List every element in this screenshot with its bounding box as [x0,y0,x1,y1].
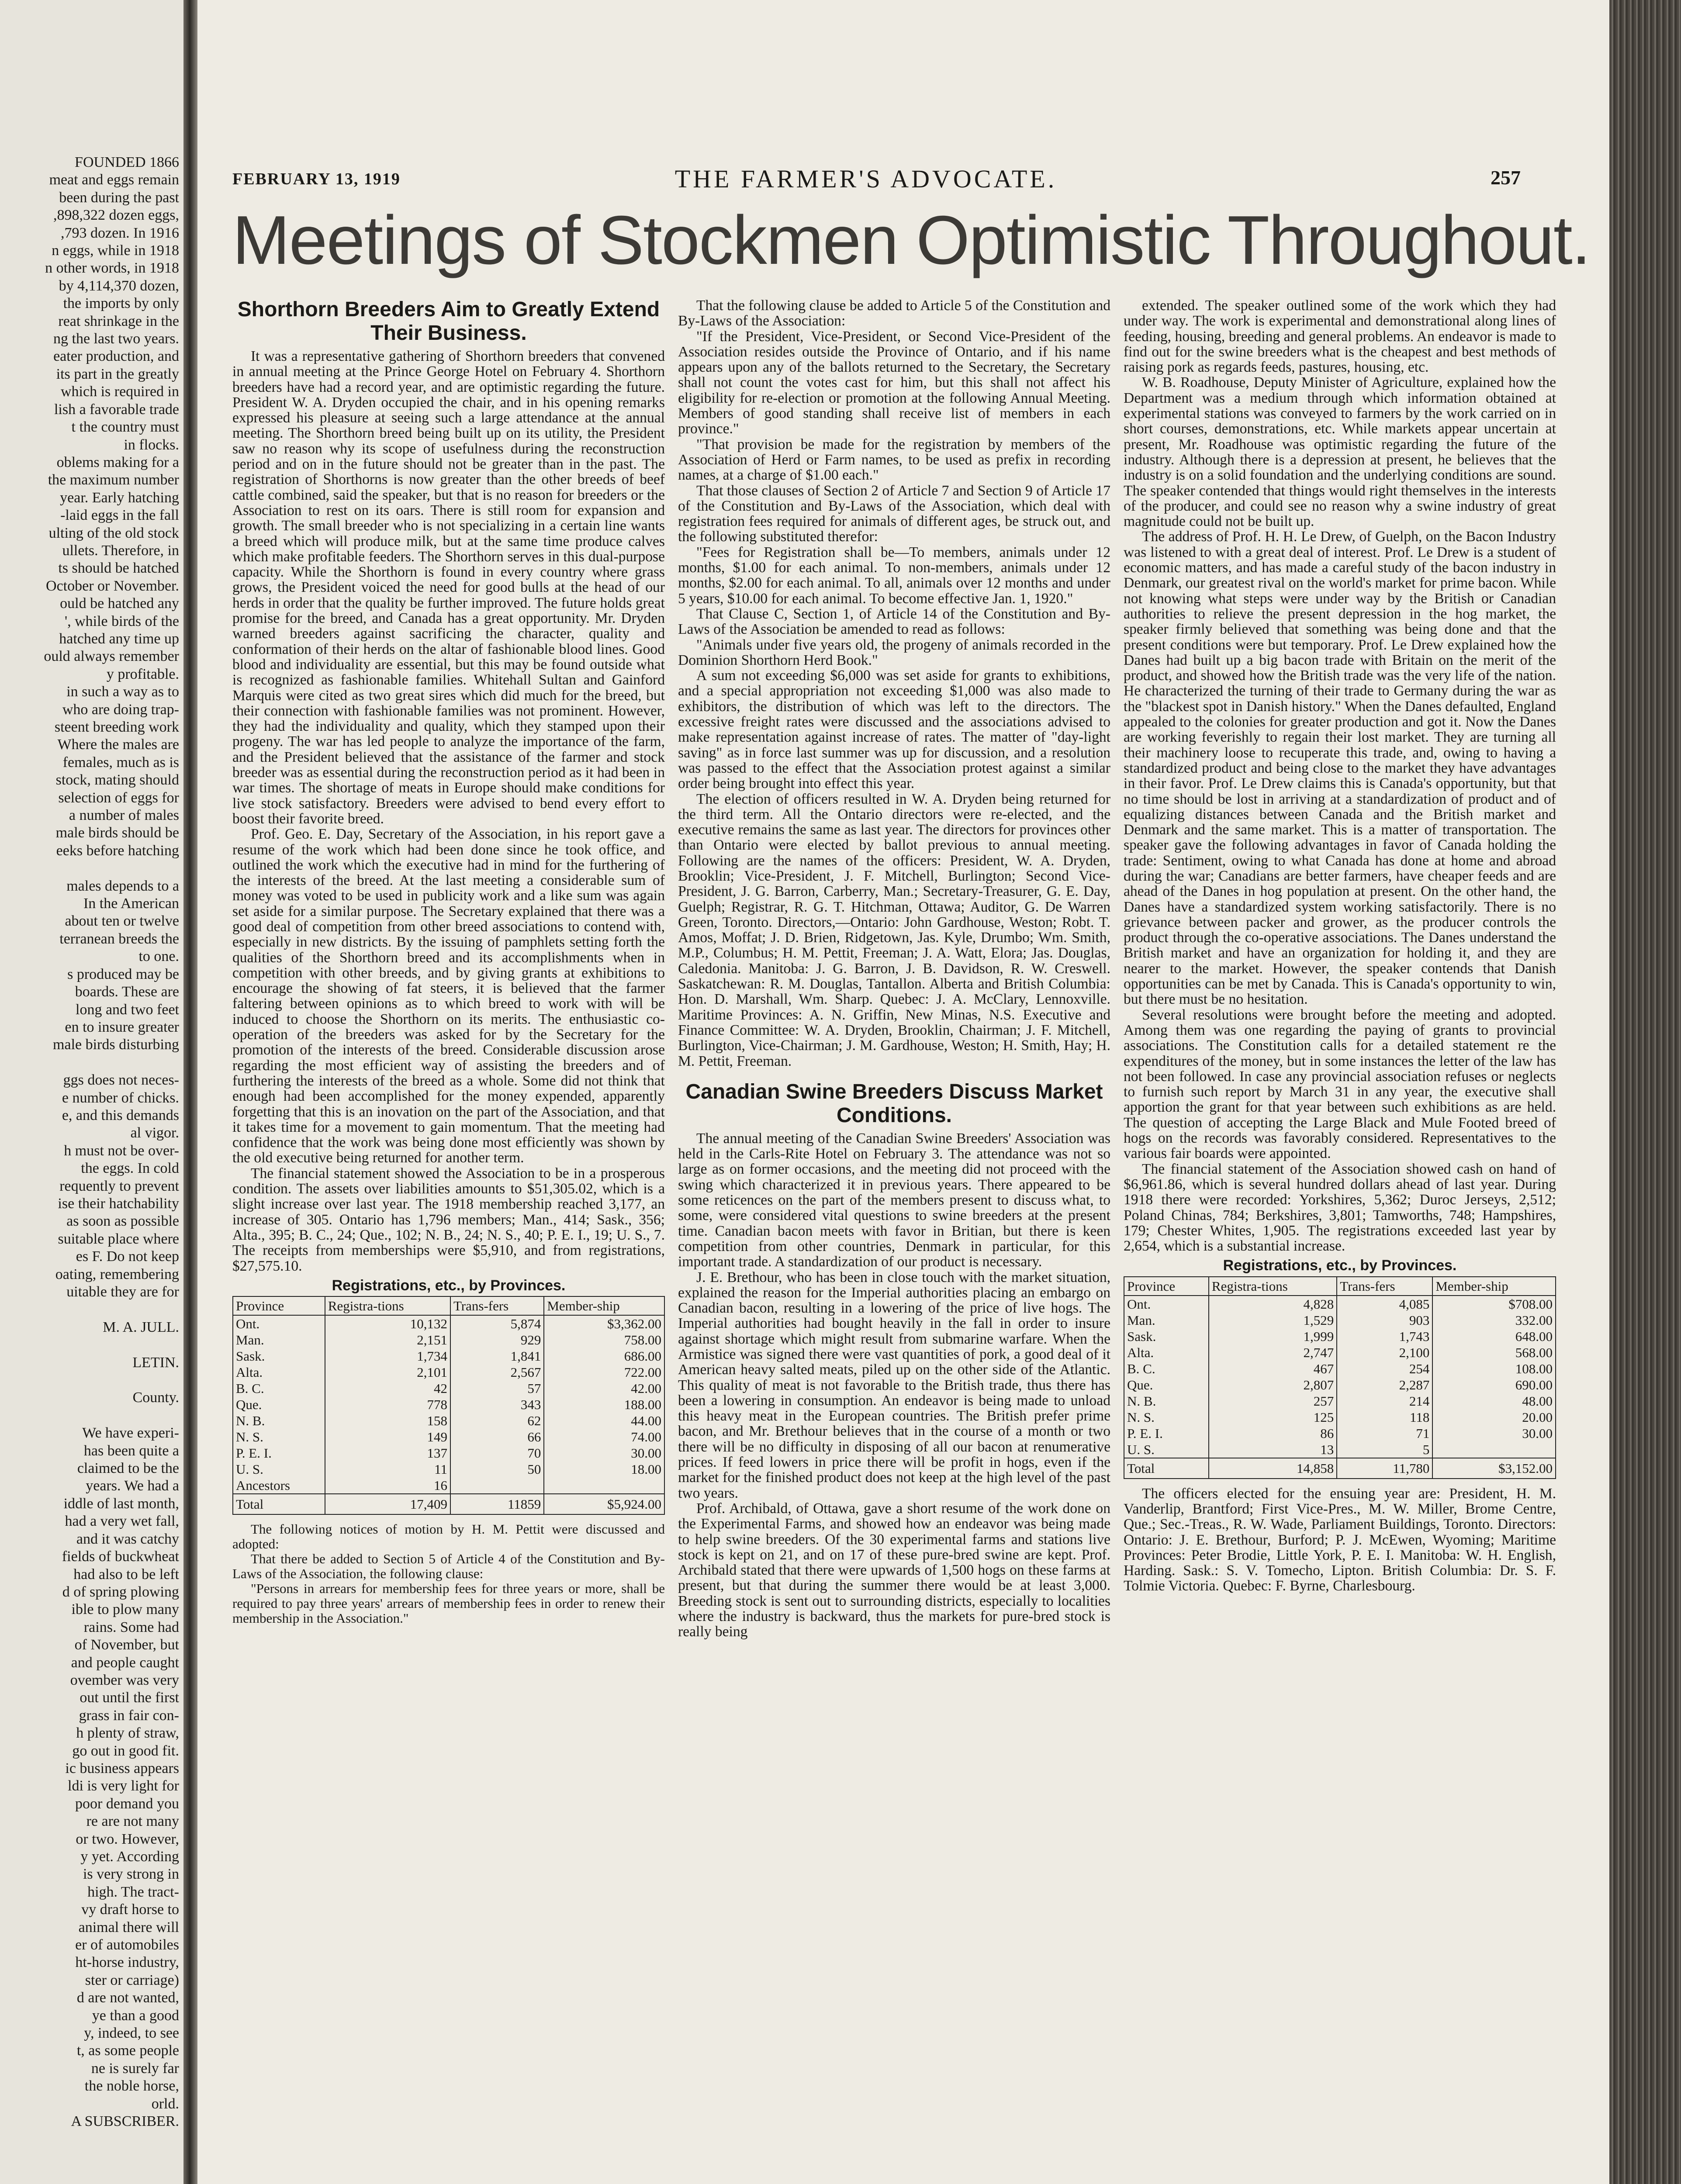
fragment-line [0,1336,179,1354]
fragment-line: n eggs, while in 1918 [52,242,179,259]
fragment-line: claimed to be the [77,1460,179,1477]
table-row [1124,1312,1556,1328]
table-cell: 66 [450,1429,544,1445]
table-cell: N. S. [1124,1409,1209,1425]
table-cell: Sask. [233,1348,325,1364]
table-total-row [1124,1458,1556,1479]
table-cell: Total [233,1494,325,1514]
paragraph: The following notices of motion by H. M. Pettit were discussed and adopted: [232,1521,665,1552]
column-header: Province [1124,1277,1209,1296]
fragment-line: about ten or twelve [65,913,179,930]
paragraph: The officers elected for the ensuing year are: President, H. M. Vanderlip, Brantford; First Vice-Pres., M. W. Miller, Brome Centre, Que.; Sec.-Treas., R. W. Wade, Parliament Buildings, Toronto. Directors: Ontario: J. E. Brethour, Burford; P. J. McEwen, Wyoming; Maritime Provinces: Peter Brodie, Little York, P. E. I. Manitoba: W. H. English, Harding. Sask.: S. V. Tomecho, Lipton. British Columbia: Dr. S. F. Tolmie Victoria. Quebec: F. Byrne, Charlesbourg. [1124,1485,1556,1594]
fragment-line [0,1301,179,1318]
table-cell: 648.00 [1432,1328,1556,1344]
fragment-line: ould be hatched any [60,595,179,612]
fragment-line: or two. However, [76,1831,179,1847]
swine-table-caption: Registrations, etc., by Provinces. [1223,1257,1457,1274]
fragment-line: eater production, and [53,348,179,365]
fragment-line: y yet. According [80,1849,179,1865]
paragraph: The address of Prof. H. H. Le Drew, of Guelph, on the Bacon Industry was listened to with a great deal of interest. Prof. Le Drew is a student of economic matters, and has made a careful study of the bacon industry in Denmark, our greatest rival on the world's market for prime bacon. While not knowing what steps were under way by the British or Canadian authorities to relieve the present depression in the hog market, the speaker firmly believed that something was being done and that the present conditions were but temporary. Prof. Le Drew explained how the Danes had built up a big bacon trade with Britain on the merit of the product, and showed how the British trade was the very life of the nation. He characterized the turning of their trade to Germany during the war as the "blackest spot in Danish history." When the Danes defaulted, England appealed to the colonies for greater production and got it. Now the Danes are working feverishly to regain their lost market. They are turning all their machinery loose to recuperate this trade, and, owing to having a standardized product and being close to the market they have advantages in their favor. Prof. Le Drew claims this is Canada's opportunity, but that no time should be lost in arriving at a standardization of product and of equalizing distances between Canada and the British market and Denmark and the same market. This is a matter of transportation. The speaker gave the following advantages in favor of Canada holding the trade: Sentiment, owing to what Canada has done at home and abroad during the war; Canadians are better farmers, have cheaper feeds and are ahead of the Danes in hog population at present. On the other hand, the Danes have a standardized system working satisfactorily. There is no grievance between packer and grower, as the producer controls the product through the co-operative associations. The Danes understand the British market and have an organization for holding it, and they are nearer to the market. However, the speaker contends that Danish opportunities can be met by Canada. This is Canada's opportunity to win, but there must be no hesitation. [1124,529,1556,1008]
fragment-line: iddle of last month, [63,1495,179,1512]
fragment-line: male birds should be [55,825,179,841]
fragment-line: males depends to a [66,878,179,894]
table-cell: 343 [450,1396,544,1413]
fragment-line: eeks before hatching [56,842,179,859]
fragment-line: orld. [151,2095,179,2112]
swine-officers [1124,1486,1556,1594]
paragraph: The election of officers resulted in W. A. Dryden being returned for the third term. All the Ontario directors were re-elected, and the executive remains the same as last year. The directors for provinces other than Ontario were elected by ballot previous to annual meeting. Following are the names of the officers: President, W. A. Dryden, Brooklin; Vice-President, J. F. Mitchell, Burlington; Second Vice-President, J. G. Barron, Carberry, Man.; Secretary-Treasurer, G. E. Day, Guelph; Registrar, R. G. T. Hitchman, Ottawa; Auditor, G. De Warren Green, Toronto. Directors,—Ontario: John Gardhouse, Weston; Robt. T. Amos, Moffat; J. D. Brien, Ridgetown, Jas. Kyle, Drumbo; Wm. Smith, M.P., Columbus; H. M. Pettit, Freeman; J. A. Watt, Elora; Jas. Douglas, Caledonia. Manitoba: J. G. Barron, J. B. Davidson, R. W. Creswell. Saskatchewan: R. M. Douglas, Tantallon. Alberta and British Columbia: Hon. D. Marshall, Wm. Sharp. Quebec: J. A. McClary, Lennoxville. Maritime Provinces: A. N. Griffin, New Minas, N.S. Executive and Finance Committee: W. A. Dryden, Brooklin, Chairman; J. F. Mitchell, Burlington, Vice-Chairman; J. M. Gardhouse, Weston; H. Smith, Hay; H. M. Pettit, Freeman. [678,791,1110,1069]
paragraph: "If the President, Vice-President, or Second Vice-President of the Association resides outside the Province of Ontario, and if his name appears upon any of the ballots returned to the Secretary, the Secretary shall not count the votes cast for him, but this shall not affect his eligibility for re-election or promotion at the following Annual Meeting. Members of good standing shall receive list of members in each province." [678,328,1110,437]
fragment-line: uitable they are for [66,1284,179,1300]
fragment-line [0,1407,179,1424]
fragment-line: reat shrinkage in the [58,313,179,329]
paragraph: Prof. Archibald, of Ottawa, gave a short resume of the work done on the Experimental Farms, and showed how an endeavor was being made to help swine breeders. Of the 30 experimental farms and stations live stock is kept on 21, and on 17 of these pure-bred swine are kept. Prof. Archibald stated that there were upwards of 1,500 hogs on these farms at present, but that during the summer there would be at least 3,000. Breeding stock is sent out to surrounding districts, especially to localities where the industry is backward, thus the markets for pure-bred stock is really being [678,1500,1110,1640]
fragment-line: the imports by only [63,295,179,312]
fragment-line: es F. Do not keep [76,1248,179,1265]
table-cell: 11859 [450,1494,544,1514]
fragment-line: County. [132,1389,179,1406]
fragment-line: lish a favorable trade [54,401,179,418]
fragment-line: animal there will [78,1919,179,1935]
paragraph: extended. The speaker outlined some of the work which they had under way. The work is experimental and demonstrational along lines of feeding, housing, breeding and general problems. An endeavor is made to find out for the swine breeders what is the cheapest and best methods of raising pork as regards feeds, pastures, housing, etc. [1124,297,1556,376]
table-cell: U. S. [1124,1441,1209,1458]
fragment-line: a number of males [69,807,179,824]
table-row [233,1477,664,1494]
table-cell [1432,1441,1556,1458]
table-cell: 42 [325,1380,450,1396]
table-cell: 62 [450,1413,544,1429]
notices-of-motion [232,1522,665,1626]
table-cell: 2,101 [325,1364,450,1380]
table-row [1124,1441,1556,1458]
table-row [233,1396,664,1413]
fragment-line: high. The tract- [87,1883,179,1900]
main-headline: Meetings of Stockmen Optimistic Throughout. [232,202,1590,279]
table-cell: 149 [325,1429,450,1445]
fragment-line: grass in fair con- [79,1707,179,1724]
table-cell [450,1477,544,1494]
table-row [1124,1296,1556,1312]
table-cell: 2,567 [450,1364,544,1380]
column-1 [232,298,665,1626]
table-cell: 158 [325,1413,450,1429]
table-cell: 137 [325,1445,450,1461]
table-cell: P. E. I. [1124,1425,1209,1441]
fragment-line: who are doing trap- [62,701,179,718]
fragment-line: male birds disturbing [53,1037,179,1053]
table-cell: 11,780 [1337,1458,1432,1479]
paragraph: The financial statement showed the Association to be in a prosperous condition. The assets over liabilities amounts to $51,305.02, which is a slight increase over last year. The 1918 membership reached 3,177, an increase of 305. Ontario has 1,796 members; Man., 414; Sask., 356; Alta., 395; B. C., 24; Que., 102; N. B., 24; N. S., 40; P. E. I., 19; U. S., 7. The receipts from memberships were $5,910, and from registrations, $27,575.10. [232,1165,665,1274]
table-cell: 18.00 [544,1461,664,1477]
table-cell: $5,924.00 [544,1494,664,1514]
fragment-line: in such a way as to [66,684,179,700]
table-cell: 188.00 [544,1396,664,1413]
table-cell: N. B. [1124,1393,1209,1409]
fragment-line: al vigor. [130,1125,179,1141]
fragment-line: which is required in [61,384,179,400]
issue-date: FEBRUARY 13, 1919 [232,170,401,188]
table-cell: $3,152.00 [1432,1458,1556,1479]
fragment-line: to one. [138,948,179,965]
table-row [1124,1361,1556,1377]
table-cell: 568.00 [1432,1344,1556,1361]
fragment-line: FOUNDED 1866 [75,154,179,170]
paragraph: "Animals under five years old, the progeny of animals recorded in the Dominion Shorthorn Herd Book." [678,636,1110,668]
fragment-line: October or November. [46,577,179,594]
table-row [1124,1377,1556,1393]
fragment-line: e number of chicks. [62,1089,179,1106]
page-number: 257 [1491,166,1521,189]
paragraph: A sum not exceeding $6,000 was set aside for grants to exhibitions, and a special appropriation not exceeding $1,000 was also made to exhibitors, the distribution of which was left to the directors. The excessive freight rates were discussed and the associations advised to make representation against increase of rates. The matter of "day-light saving" as in force last summer was up for discussion, and a resolution was passed to the effect that the Association protest against a similar order being brought into effect this year. [678,667,1110,792]
fragment-line: requently to prevent [59,1178,179,1194]
table-cell [544,1477,664,1494]
table-row [233,1461,664,1477]
swine-article-body [678,1131,1110,1640]
fragment-line: M. A. JULL. [103,1319,179,1335]
table-cell: N. B. [233,1413,325,1429]
fragment-line: y, indeed, to see [84,2025,179,2042]
fragment-line: -laid eggs in the fall [60,507,179,524]
left-page-fragment [0,0,183,2184]
table-cell: 30.00 [1432,1425,1556,1441]
table-cell: 2,100 [1337,1344,1432,1361]
table-cell: 467 [1209,1361,1337,1377]
fragment-line: been during the past [59,189,179,206]
table-cell: 13 [1209,1441,1337,1458]
table-cell: 1,743 [1337,1328,1432,1344]
table-cell: 722.00 [544,1364,664,1380]
column-2 [678,298,1110,1640]
table-row [233,1413,664,1429]
newspaper-page [197,0,1609,2184]
table-cell: 118 [1337,1409,1432,1425]
table-cell: Man. [1124,1312,1209,1328]
table-cell: 74.00 [544,1429,664,1445]
fragment-line: Where the males are [57,736,179,753]
table-cell: 758.00 [544,1332,664,1348]
table-cell: Que. [233,1396,325,1413]
paragraph: The annual meeting of the Canadian Swine Breeders' Association was held in the Carls-Rite Hotel on February 3. The attendance was not so large as on former occasions, and the meeting did not proceed with the swing which characterized it in previous years. There appeared to be some reticences on the part of the members present to discuss what, to some, were considered vital questions to swine breeders at the present time. Canadian bacon meets with favor in Britian, but there is keen competition from other countries, Denmark in particular, for this important trade. A standardization of our product is necessary. [678,1130,1110,1270]
paragraph: It was a representative gathering of Shorthorn breeders that convened in annual meeting at the Prince George Hotel on February 4. Shorthorn breeders have had a record year, and are optimistic regarding the future. President W. A. Dryden occupied the chair, and in his opening remarks expressed his pleasure at seeing such a large attendance at the annual meeting. The Shorthorn breed being built up on its utility, the President saw no reason why its scope of usefulness during the reconstruction period and on in the future should not be greater than in the past. The registration of Shorthorns is now greater than the other breeds of beef cattle combined, said the speaker, but that is no reason for breeders or the Association to rest on its oars. There is still room for expansion and growth. The small breeder who is not specializing in a certain line wants a breed which will produce milk, but at the same time produce calves which make profitable feeders. The Shorthorn serves in this dual-purpose capacity. While the Shorthorn is found in every country where grass grows, the President voiced the need for good bulls at the head of our herds in order that the quality be further improved. The future holds great promise for the breed, and Canada has a great opportunity. Mr. Dryden warned breeders against sacrificing the character, quality and conformation of their herds on the altar of fashionable blood lines. Good blood and individuality are essential, but this may be found outside what is recognized as fashionable families. Whitehall Sultan and Gainford Marquis were cited as two great sires which did much for the breed, but their connection with fashionable families was not prominent. However, they had the individuality and quality, which they stamped upon their progeny. The war has led people to analyze the importance of the farm, and the President believed that the assistance of the farmer and stock breeder was as essential during the reconstruction period as it had been in war times. The shortage of meats in Europe should make conditions for live stock satisfactory. Breeders were advised to bend every effort to boost their favorite breed. [232,348,665,827]
fragment-line: t the country must [71,419,179,435]
paragraph: The financial statement of the Association showed cash on hand of $6,961.86, which is several hundred dollars ahead of last year. During 1918 there were recorded: Yorkshires, 5,362; Duroc Jerseys, 2,512; Poland Chinas, 784; Berkshires, 3,801; Tamworths, 748; Hampshires, 179; Chester Whites, 1,905. The registrations exceeded last year by 2,654, which is a substantial increase. [1124,1161,1556,1254]
fragment-line: rains. Some had [83,1619,179,1635]
fragment-line: ldi is very light for [68,1778,179,1794]
table-cell: 11 [325,1461,450,1477]
table-cell: $708.00 [1432,1296,1556,1312]
fragment-line: females, much as is [62,754,179,771]
fragment-line: re are not many [86,1813,179,1830]
column-3 [1124,298,1556,1594]
fragment-line: its part in the greatly [56,366,179,382]
shorthorn-table-caption: Registrations, etc., by Provinces. [332,1277,566,1294]
paragraph: "Fees for Registration shall be—To members, animals under 12 months, $1.00 for each animal. To non-members, animals under 12 months, $2.00 for each animal. To all, animals over 12 months and under 5 years, $10.00 for each animal. To become effective Jan. 1, 1920." [678,544,1110,607]
fragment-line: ye than a good [92,2007,179,2024]
fragment-line: s produced may be [67,966,179,982]
table-row [233,1380,664,1396]
fragment-line: boards. These are [75,984,179,1000]
fragment-line: the eggs. In cold [81,1160,179,1177]
table-cell: B. C. [233,1380,325,1396]
table-cell: P. E. I. [233,1445,325,1461]
paragraph: That the following clause be added to Article 5 of the Constitution and By-Laws of the Association: [678,297,1110,329]
table-row [1124,1409,1556,1425]
fragment-line: h plenty of straw, [76,1725,179,1742]
column-header: Trans-fers [450,1296,544,1315]
swine-article-continued [1124,298,1556,1254]
fragment-line: years. We had a [86,1478,179,1494]
paragraph: That there be added to Section 5 of Article 4 of the Constitution and By-Laws of the Association, the following clause: [232,1551,665,1582]
fragment-line: has been quite a [83,1442,179,1459]
paragraph: "Persons in arrears for membership fees for three years or more, shall be required to pay three years' arrears of membership fees in order to renew their membership in the Association." [232,1581,665,1626]
table-row [1124,1328,1556,1344]
table-row [233,1332,664,1348]
table-cell: Sask. [1124,1328,1209,1344]
fragment-line: and people caught [71,1654,179,1671]
column-header: Registra-tions [1209,1277,1337,1296]
fragment-line: e, and this demands [62,1107,179,1123]
paragraph: "That provision be made for the registration by members of the Association of Herd or Farm names, to be used as prefix in recording names, at a charge of $1.00 each." [678,436,1110,484]
fragment-line [0,1372,179,1389]
table-cell: 17,409 [325,1494,450,1514]
paragraph: That Clause C, Section 1, of Article 14 of the Constitution and By-Laws of the Association be amended to read as follows: [678,605,1110,638]
swine-registrations-table [1124,1276,1556,1479]
table-cell: 929 [450,1332,544,1348]
fragment-line: and it was catchy [76,1531,179,1547]
table-cell: 1,841 [450,1348,544,1364]
book-gutter [183,0,197,2184]
fragment-line: terranean breeds the [59,930,179,947]
table-cell: 254 [1337,1361,1432,1377]
fragment-line: stock, mating should [55,772,179,788]
paragraph: Several resolutions were brought before the meeting and adopted. Among them was one regarding the paying of grants to provincial associations. The Constitution calls for a detailed statement re the expenditures of the money, but in some instances the letter of the law has not been followed. In case any provincial association refuses or neglects to furnish such report by March 31 in any year, the executive shall apportion the grant for that year between such exhibitions as are held. The question of accepting the Large Black and Mule Footed breed of hogs on the records was favorably considered. Representatives to the various fair boards were appointed. [1124,1006,1556,1162]
fragment-line: We have experi- [82,1425,179,1441]
column-header: Member-ship [544,1296,664,1315]
swine-heading: Canadian Swine Breeders Discuss Market Conditions. [685,1080,1103,1127]
fragment-line: go out in good fit. [72,1742,179,1759]
fragment-line: vy draft horse to [81,1901,179,1918]
table-cell: 2,807 [1209,1377,1337,1393]
table-cell: 10,132 [325,1315,450,1332]
page-header [232,164,1609,195]
table-row [233,1364,664,1380]
table-cell: Ont. [233,1315,325,1332]
fragment-line: ible to plow many [71,1601,179,1618]
fragment-line: LETIN. [132,1354,179,1371]
fragment-line: fields of buckwheat [62,1548,179,1565]
fragment-line: of November, but [74,1637,179,1653]
table-cell: 57 [450,1380,544,1396]
fragment-line: h must not be over- [64,1142,179,1159]
column-header: Province [233,1296,325,1315]
table-cell: 50 [450,1461,544,1477]
table-cell: 690.00 [1432,1377,1556,1393]
fragment-line [0,1054,179,1071]
fragment-line: ', while birds of the [64,613,179,629]
fragment-line: hatched any time up [59,630,179,647]
table-cell: 48.00 [1432,1393,1556,1409]
fragment-line: as soon as possible [66,1213,179,1230]
table-cell: Total [1124,1458,1209,1479]
fragment-line: ng the last two years. [53,331,179,347]
table-cell: N. S. [233,1429,325,1445]
fragment-line: t, as some people [76,2042,179,2059]
constitution-amendments [678,298,1110,1069]
table-cell: Man. [233,1332,325,1348]
table-cell: 30.00 [544,1445,664,1461]
fragment-line: long and two feet [76,1001,179,1018]
table-cell: $3,362.00 [544,1315,664,1332]
table-cell: 125 [1209,1409,1337,1425]
table-row [1124,1344,1556,1361]
table-cell: 686.00 [544,1348,664,1364]
fragment-line: had a very wet fall, [65,1513,179,1530]
fragment-line: ,898,322 dozen eggs, [53,207,179,224]
fragment-line: in flocks. [124,436,179,453]
fragment-line: ggs does not neces- [63,1072,179,1089]
fragment-line: er of automobiles [75,1937,179,1953]
table-cell: 20.00 [1432,1409,1556,1425]
fragment-line: d are not wanted, [76,1990,179,2006]
fragment-line: suitable place where [58,1230,179,1247]
fragment-line: ullets. Therefore, in [62,542,179,559]
table-row [233,1348,664,1364]
paragraph: Prof. Geo. E. Day, Secretary of the Association, in his report gave a resume of the work which had been done since he took office, and outlined the work which the executive had in mind for the furthering of the interests of the breed. At the last meeting a considerable sum of money was voted to be used in publicity work and a like sum was again set aside for a similar purpose. The Secretary explained that there was a good deal of competition from other breed associations to contend with, especially in new districts. By the issuing of pamphlets setting forth the qualities of the Shorthorn breed and its accomplishments when in competition with other breeds, and by giving grants at exhibitions to encourage the showing of fat steers, it is believed that the farmer faltering between opinions as to which breed to work with will be induced to choose the Shorthorn on its merits. The enthusiastic co-operation of the breeders was asked for by the Secretary for the promotion of the interests of the breed. Considerable discussion arose regarding the most efficient way of assisting the breeders and of furthering the interests of the breed as a whole. Some did not think that enough had been accomplished for the money expended, apparently forgetting that this is an inovation on the part of the Association, and that it takes time for a movement to gain momentum. That the meeting had confidence that the work was being done most efficiently was shown by the old executive being returned for another term. [232,826,665,1166]
table-row [1124,1425,1556,1441]
shorthorn-registrations-table [232,1296,665,1515]
fragment-line: the maximum number [48,472,179,488]
table-cell: 86 [1209,1425,1337,1441]
fragment-line: ts should be hatched [58,560,179,577]
table-cell: 332.00 [1432,1312,1556,1328]
column-header: Trans-fers [1337,1277,1432,1296]
shorthorn-heading: Shorthorn Breeders Aim to Greatly Extend Their Business. [237,298,660,345]
fragment-line: In the American [83,895,179,912]
table-cell: 108.00 [1432,1361,1556,1377]
table-row [1124,1393,1556,1409]
fragment-line: en to insure greater [65,1019,179,1035]
fragment-line: ulting of the old stock [48,525,179,541]
table-cell: 1,999 [1209,1328,1337,1344]
paragraph: J. E. Brethour, who has been in close touch with the market situation, explained the reason for the Imperial authorities placing an embargo on Canadian bacon, resulting in a lowering of the price of live hogs. The Imperial authorities had bought heavily in the fall in order to insure against shortage which might result from submarine warfare. When the Armistice was signed there were vast quantities of pork, a good deal of it American heavy salted meats, piled up on the other side of the Atlantic. This quality of meat is not favorable to the British trade, thus there has been a lowering in consumption. An endeavor is being made to unload this heavy meat in the European countries. The British prefer prime bacon, and Mr. Brethour believes that in the course of a month or two there will be no difficulty in disposing of all our bacon at renumerative prices. If feed lowers in price there will be profit in hogs, even if the market for the finished product does not keep at the high level of the past two years. [678,1269,1110,1501]
paragraph: That those clauses of Section 2 of Article 7 and Section 9 of Article 17 of the Constitution and By-Laws of the Association, which deal with registration fees required for animals of different ages, be struck out, and the following substituted therefor: [678,482,1110,545]
fragment-line: ne is surely far [91,2060,179,2077]
fragment-line [0,860,179,877]
table-cell: 2,151 [325,1332,450,1348]
book-page-edges [1609,0,1681,2184]
fragment-line: is very strong in [83,1866,179,1883]
table-cell: 257 [1209,1393,1337,1409]
table-cell: 14,858 [1209,1458,1337,1479]
fragment-line: meat and eggs remain [49,172,179,188]
fragment-line: had also to be left [73,1566,179,1583]
fragment-line: ovember was very [70,1672,179,1688]
fragment-line: ht-horse industry, [75,1954,179,1971]
publication-title: THE FARMER'S ADVOCATE. [674,165,1057,193]
fragment-line: oating, remembering [55,1266,179,1282]
table-cell: Que. [1124,1377,1209,1393]
table-cell: Ancestors [233,1477,325,1494]
fragment-line: out until the first [80,1690,179,1706]
fragment-line: d of spring plowing [62,1583,179,1600]
table-cell: Alta. [1124,1344,1209,1361]
fragment-line: year. Early hatching [60,489,179,506]
table-cell: 5 [1337,1441,1432,1458]
table-cell: Ont. [1124,1296,1209,1312]
fragment-line: selection of eggs for [58,789,179,806]
fragment-line: ould always remember [44,648,179,665]
fragment-line: y profitable. [106,666,179,682]
table-cell: 1,529 [1209,1312,1337,1328]
table-cell: 5,874 [450,1315,544,1332]
table-cell: Alta. [233,1364,325,1380]
fragment-line: ,793 dozen. In 1916 [60,225,179,241]
table-cell: 903 [1337,1312,1432,1328]
table-cell: 70 [450,1445,544,1461]
fragment-line: ster or carriage) [85,1972,179,1988]
shorthorn-article-body [232,349,665,1274]
fragment-line: oblems making for a [56,454,179,470]
column-header: Member-ship [1432,1277,1556,1296]
table-cell: 4,828 [1209,1296,1337,1312]
fragment-line: by 4,114,370 dozen, [59,277,179,294]
table-cell: 2,747 [1209,1344,1337,1361]
table-cell: B. C. [1124,1361,1209,1377]
table-cell: U. S. [233,1461,325,1477]
column-header: Registra-tions [325,1296,450,1315]
table-cell: 16 [325,1477,450,1494]
fragment-line: A SUBSCRIBER. [71,2113,179,2130]
table-cell: 214 [1337,1393,1432,1409]
table-cell: 4,085 [1337,1296,1432,1312]
fragment-line: steent breeding work [54,719,179,735]
fragment-line: ise their hatchability [58,1195,179,1212]
table-row [233,1315,664,1332]
left-page-text [0,154,179,2131]
table-cell: 71 [1337,1425,1432,1441]
table-cell: 1,734 [325,1348,450,1364]
fragment-line: poor demand you [75,1795,179,1812]
fragment-line: ic business appears [65,1760,179,1776]
table-row [233,1429,664,1445]
table-cell: 2,287 [1337,1377,1432,1393]
table-cell: 778 [325,1396,450,1413]
table-total-row [233,1494,664,1514]
table-row [233,1445,664,1461]
table-cell: 42.00 [544,1380,664,1396]
fragment-line: n other words, in 1918 [45,260,179,276]
fragment-line: the noble horse, [84,2078,179,2094]
table-cell: 44.00 [544,1413,664,1429]
paragraph: W. B. Roadhouse, Deputy Minister of Agriculture, explained how the Department was a medium through which information obtained at experimental stations was conveyed to farmers by the work carried on in short courses, demonstrations, etc. While markets appear uncertain at present, Mr. Roadhouse was optimistic regarding the future of the industry. Although there is a depression at present, he believes that the industry is on a solid foundation and the underlying conditions are sound. The speaker contended that things would right themselves in the interests of the producer, and could see no reason why a swine industry of great magnitude could not be built up. [1124,374,1556,530]
